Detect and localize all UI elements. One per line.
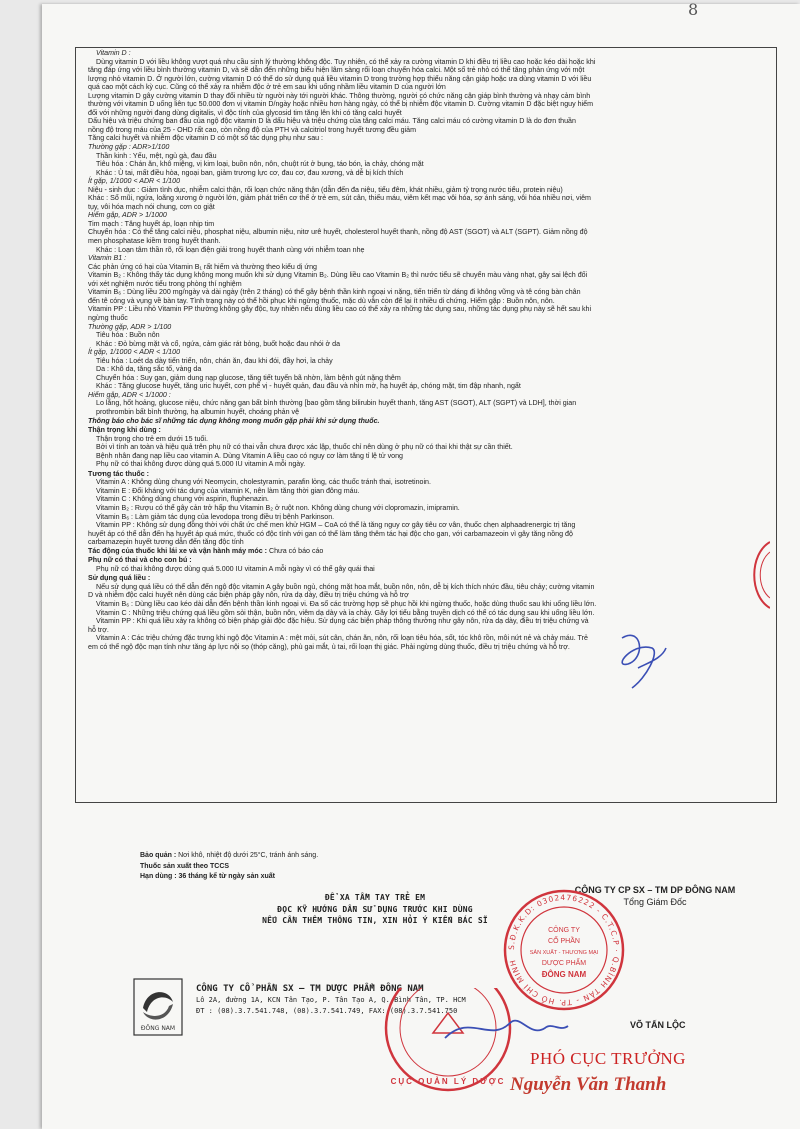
text-line: prothrombin bất bình thường, hạ albumin huyết, choáng phản vệ bbox=[96, 407, 300, 416]
text-line: Thần kinh : Yếu, mệt, ngủ gà, đau đầu bbox=[96, 151, 217, 160]
driving-effects-line bbox=[88, 547, 768, 556]
section-heading-interactions: Tương tác thuốc : bbox=[88, 469, 150, 478]
frequency-heading: Ít gặp, 1/1000 < ADR < 1/100 bbox=[88, 348, 181, 357]
section-heading-driving: Tác động của thuốc khi lái xe và vận hành máy móc : bbox=[88, 546, 267, 555]
text-line: Vitamin PP : Không sử dụng đồng thời với chất ức chế men khử HGM – CoA có thể là tăng nguy cơ gây tiêu cơ vân, thuốc chẹn alphaadrenergic trị tăng bbox=[96, 521, 576, 530]
text-line: Vitamin E : Đối kháng với tác dụng của vitamin K, nên làm tăng thời gian đông máu. bbox=[96, 486, 360, 495]
company-logo bbox=[133, 978, 183, 1036]
text-line: đến tê cóng và vụng về bàn tay. Tình trạng này có thể hồi phục khi ngừng thuốc, mặc dù vẫn còn để lại ít nhiều di chứng. Hiếm gặp : Buồn nôn, nôn. bbox=[88, 296, 555, 305]
frequency-heading: Ít gặp, 1/1000 < ADR < 1/100 bbox=[88, 177, 181, 186]
expiry-value: 36 tháng kể từ ngày sản xuất bbox=[176, 873, 275, 881]
text-line: Khác : Loạn tâm thần rõ, rối loạn điện giải trong huyết thanh cùng với nhiễm toan nhẹ bbox=[96, 245, 365, 254]
seal-line: CỔ PHẦN bbox=[548, 938, 580, 945]
signatory-company: CÔNG TY CP SX – TM DP ĐÔNG NAM bbox=[574, 885, 736, 895]
section-heading-pregnancy: Phụ nữ có thai và cho con bú : bbox=[88, 556, 192, 565]
text-line: Khác : Đỏ bừng mặt và cổ, ngứa, cảm giác rát bỏng, buốt hoặc đau nhói ở da bbox=[96, 339, 341, 348]
storage-line bbox=[140, 851, 390, 862]
text-line: Tăng calci huyết và nhiễm độc vitamin D có một số tác dụng phụ như sau : bbox=[88, 134, 324, 143]
text-line: Vitamin B₆ : Làm giảm tác dụng của levodopa trong điều trị bệnh Parkinson. bbox=[96, 512, 335, 521]
text-line: Vitamin C : Những triệu chứng quá liều gồm sỏi thận, buồn nôn, viêm dạ dày và ỉa chảy. Gây lợi tiểu bằng truyền dịch có thể có tác dụng sau khi uống liều lớn. bbox=[96, 608, 595, 617]
text-line: Dấu hiệu và triệu chứng ban đầu của ngộ độc vitamin D là dấu hiệu và triệu chứng của tăng calci máu. Tăng calci máu có cường vitamin D là do đơn thuần bbox=[88, 117, 576, 126]
text-line: Vitamin B₂ : Rượu có thể gây cản trở hấp thu Vitamin B₂ ở ruột non. Không dùng chung với clopromazin, imipramin. bbox=[96, 503, 460, 512]
edge-seal-fragment bbox=[745, 540, 770, 610]
text-line: Phụ nữ có thai không được dùng quá 5.000 IU vitamin A mỗi ngày vì có thể gây quái thai bbox=[96, 564, 375, 573]
text-line: nồng độ trong máu của 25 - OHD rất cao, còn nồng độ của PTH và calcitriol trong huyết tương đều giảm bbox=[88, 125, 417, 134]
company-seal bbox=[502, 888, 626, 1012]
seal-ring-text: S.Đ.K.K.D: 0302476222 - C.T.C.P · Q.BÌNH TÂN - TP. HỒ CHÍ MINH bbox=[506, 892, 622, 1008]
text-line: với xét nghiệm nước tiểu trong phòng thí nghiệm bbox=[88, 279, 242, 288]
text-line: Bởi vì tính an toàn và hiệu quả trên phụ nữ có thai vẫn chưa được xác lập, thuốc chỉ nên dùng ở phụ nữ có thai khi thật sự cần thiết. bbox=[96, 443, 513, 452]
text-line: lượng nhỏ vitamin D. Ở người lớn, cường vitamin D có thể do sử dụng quá liều vitamin D trong trường hợp thiểu năng cận giáp hoặc ưa dùng vitamin D với liều bbox=[88, 74, 592, 83]
section-heading-overdose: Sử dụng quá liều : bbox=[88, 574, 151, 583]
seal-line: ĐÔNG NAM bbox=[541, 970, 587, 979]
text-line: đối với những người đang dùng digitalis, vì độc tính của glycosid tim tăng lên khi có tăng calci huyết bbox=[88, 108, 402, 117]
section-heading-precautions: Thận trọng khi dùng : bbox=[88, 426, 161, 435]
text-line: Chuyển hóa : Suy gan, giảm dung nạp glucose, tăng tiết tuyến bã nhờn, làm bệnh gút nặng thêm bbox=[96, 373, 401, 382]
logo-text: ĐÔNG NAM bbox=[140, 1025, 176, 1032]
margin-signature bbox=[602, 618, 672, 698]
frequency-heading: Thường gặp : ADR>1/100 bbox=[88, 143, 170, 152]
text-line: thường với vitamin D uống liên tục 50.000 đơn vị vitamin D/ngày hoặc nhiều hơn hàng ngày, có thể bị nhiễm độc vitamin D. Cường vitamin D đặc biệt nguy hiểm bbox=[88, 100, 594, 109]
leaflet-body bbox=[88, 49, 768, 651]
standard-label: Thuốc sản xuất theo TCCS bbox=[140, 862, 230, 870]
warning-block bbox=[215, 892, 535, 927]
text-line: Vitamin PP : Khi quá liều xảy ra không có biện pháp giải độc đặc hiệu. Sử dụng các biện pháp thông thường như gây nôn, rửa dạ dày, điều trị triệu chứng và bbox=[96, 617, 589, 626]
text-line: Vitamin A : Các triệu chứng đặc trưng khi ngộ độc Vitamin A : mệt mỏi, sút cân, chán ăn, nôn, rối loạn tiêu hóa, sốt, tóc khô rồn, môi nứt nẻ và chảy máu. Trẻ bbox=[96, 634, 588, 643]
text-line: Bệnh nhân đang nạp liều cao vitamin A. Dùng Vitamin A liều cao có nguy cơ làm tăng tỉ lệ tử vong bbox=[96, 451, 404, 460]
text-line: Phụ nữ có thai không được dùng quá 5.000 IU vitamin A mỗi ngày. bbox=[96, 460, 306, 469]
frequency-heading: Thường gặp, ADR > 1/100 bbox=[88, 322, 172, 331]
warning-ask-doctor: NẾU CẦN THÊM THÔNG TIN, XIN HỎI Ý KIẾN BÁC SĨ bbox=[262, 916, 488, 925]
text-line: men phosphatase kiềm trong huyết thanh. bbox=[88, 237, 221, 246]
text-line: Lo lắng, hốt hoảng, glucose niệu, chức năng gan bất bình thường [bao gồm tăng bilirubin huyết thanh, tăng AST (SGOT), ALT (SGPT) và LDH], thời gian bbox=[96, 399, 577, 408]
text-line: Thận trọng cho trẻ em dưới 15 tuổi. bbox=[96, 434, 208, 443]
text-line: quá cao một cách kỳ cục. Cũng có thể xảy ra nhiễm độc ở trẻ em sau khi uống nhầm liều vitamin D của người lớn bbox=[88, 83, 446, 92]
approval-title: PHÓ CỤC TRƯỞNG bbox=[530, 1049, 686, 1068]
director-signature bbox=[440, 1008, 570, 1048]
text-line: huyết áp có thể dẫn đến hạ huyết áp quá mức, thuốc có độc tính với gan có thể làm tăng thêm tác hại độc cho gan, với carbamazeoin vì gây tăng nồng độ bbox=[88, 529, 573, 538]
text-line: Khác : Tăng glucose huyết, tăng uric huyết, cơn phế vị - huyết quản, đau đầu và nhìn mờ, hạ huyết áp, chóng mặt, tim đập nhanh, ngất bbox=[96, 382, 521, 391]
seal-line: DƯỢC PHẨM bbox=[541, 960, 587, 967]
text-line: em có thể ngộ độc mạn tính như tăng áp lực nội sọ (thóp căng), phù gai mắt, ù tai, rối loạn thị giác. Phải ngừng dùng thuốc, điều trị triệu chứng và hỗ trợ. bbox=[88, 642, 570, 651]
text-line: Tim mạch : Tăng huyết áp, loạn nhịp tim bbox=[88, 219, 215, 228]
text-line: Khác : Sổ mũi, ngứa, loãng xương ở người lớn, giảm phát triển cơ thể ở trẻ em, sút cân, thiếu máu, viêm kết mạc vôi hóa, sợ ánh sáng, vôi hóa nhiều nơi, viêm bbox=[88, 194, 591, 203]
signatory-name: VÕ TẤN LỘC bbox=[630, 1020, 686, 1030]
company-phone: ĐT : (08).3.7.541.748, (08).3.7.541.749, FAX: (08).3.7.541.750 bbox=[196, 1007, 458, 1015]
seal-line: SẢN XUẤT - THƯƠNG MẠI bbox=[529, 950, 599, 956]
text-line: Nếu sử dụng quá liều có thể dẫn đến ngộ độc vitamin A gây buồn ngủ, chóng mặt hoa mắt, buồn nôn, nôn, dễ bị kích thích nhức đầu, tiêu chảy; cường vitamin bbox=[96, 582, 595, 591]
text-line: tụy, vôi hóa mạch nói chung, cơn co giật bbox=[88, 202, 215, 211]
approval-seal-text: CỤC QUẢN LÝ DƯỢC bbox=[390, 1077, 506, 1086]
signatory-title: Tổng Giám Đốc bbox=[623, 897, 687, 907]
frequency-heading: Hiếm gặp, ADR < 1/1000 : bbox=[88, 390, 171, 399]
text-line: hỗ trợ. bbox=[88, 625, 109, 634]
text-line: Chuyển hóa : Có thể tăng calci niệu, phosphat niệu, albumin niệu, nitơ urê huyết, cholesterol huyết thanh, nồng độ AST (SGOT) và ALT (SGPT). Giảm nồng độ bbox=[88, 228, 588, 237]
text-line: Tiêu hóa : Chán ăn, khô miệng, vị kim loại, buồn nôn, nôn, chuột rút ở bụng, táo bón, ỉa chảy, chóng mặt bbox=[96, 160, 424, 169]
expiry-line bbox=[140, 872, 390, 883]
text-line: Vitamin B₆ : Dùng liều 200 mg/ngày và dài ngày (trên 2 tháng) có thể gây bệnh thần kinh ngoại vi nặng, tiến triển từ dáng đi không vững và tê cóng bàn chân bbox=[88, 288, 581, 297]
text-line: Vitamin C : Không dùng chung với aspirin, fluphenazin. bbox=[96, 495, 269, 504]
text-line: Tiêu hóa : Loét dạ dày tiến triển, nôn, chán ăn, đau khi đói, đầy hơi, ỉa chảy bbox=[96, 356, 333, 365]
seal-line: CÔNG TY bbox=[548, 927, 580, 934]
text-line: Khác : Ù tai, mất điều hòa, ngoại ban, giảm trương lực cơ, đau cơ, đau xương, và dễ bị kích thích bbox=[96, 168, 404, 177]
storage-value: Nơi khô, nhiệt độ dưới 25°C, tránh ánh sáng. bbox=[176, 852, 319, 859]
storage-label: Bảo quản : bbox=[140, 852, 177, 859]
approval-name: Nguyễn Văn Thanh bbox=[510, 1074, 667, 1095]
frequency-heading: Hiếm gặp, ADR > 1/1000 bbox=[88, 211, 167, 220]
text-line: Vitamin PP : Liều nhỏ Vitamin PP thường không gây độc, tuy nhiên nếu dùng liều cao có thể xảy ra những tác dụng sau, những tác dụng phụ này sẽ hết sau khi bbox=[88, 305, 592, 314]
text-line: Dùng vitamin D với liều không vượt quá nhu cầu sinh lý thường không độc. Tuy nhiên, có thể xảy ra cường vitamin D khi điều trị liều cao hoặc kéo dài hoặc khi bbox=[96, 57, 596, 66]
text-line: D và nhiễm độc calci huyết nên dùng các biện pháp gây nôn, rửa dạ dày, điều trị triệu chứng và hỗ trợ bbox=[88, 591, 409, 600]
corner-mark: 8 bbox=[688, 0, 699, 19]
storage-block bbox=[140, 851, 390, 883]
warning-children: ĐỂ XA TẦM TAY TRẺ EM bbox=[324, 893, 426, 902]
text-line: carbamazepin huyết tương dẫn đến tăng độc tính bbox=[88, 538, 244, 547]
company-address: Lô 2A, đường 1A, KCN Tân Tạo, P. Tân Tạo A, Q. Bình Tân, TP. HCM bbox=[196, 996, 466, 1004]
section-heading-vitamin-d: Vitamin D : bbox=[96, 49, 131, 57]
text-line: Vitamin B₆ : Dùng liều cao kéo dài dẫn đến bệnh thần kinh ngoại vi. Đa số các trường hợp sẽ phục hồi khi ngừng thuốc, hoặc dùng thuốc sau khi uống liều lớn. bbox=[96, 600, 597, 608]
company-name: CÔNG TY CỔ PHẦN SX – TM DƯỢC PHẨM ĐÔNG NAM bbox=[196, 984, 424, 994]
text-line: ngừng thuốc bbox=[88, 313, 128, 322]
text-line: Vitamin A : Không dùng chung với Neomycin, cholestyramin, parafin lỏng, các thuốc tránh thai, isotretinoin. bbox=[96, 478, 431, 487]
driving-effects-value: Chưa có báo cáo bbox=[266, 546, 324, 555]
text-line: Da : Khô da, tăng sắc tố, vàng da bbox=[96, 365, 202, 374]
text-line: tăng đáp ứng với liều bình thường vitamin D, và sẽ dẫn đến những biểu hiện lâm sàng rối loạn chuyển hóa calci. Một số trẻ nhỏ có thể tăng phản ứng với một bbox=[88, 66, 585, 75]
warning-read-instructions: ĐỌC KỸ HƯỚNG DẪN SỬ DỤNG TRƯỚC KHI DÙNG bbox=[277, 904, 473, 914]
adverse-effect-notice: Thông báo cho bác sĩ những tác dụng không mong muốn gặp phải khi sử dụng thuốc. bbox=[88, 416, 380, 425]
text-line: Vitamin B₂ : Không thấy tác dụng không mong muốn khi sử dụng Vitamin B₂. Dùng liều cao Vitamin B₂ thì nước tiểu sẽ chuyển màu vàng nhạt, gây sai lệch đối bbox=[88, 271, 588, 280]
text-line: Tiêu hóa : Buồn nôn bbox=[96, 331, 160, 340]
text-line: Các phản ứng có hại của Vitamin B₁ rất hiếm và thường theo kiểu dị ứng bbox=[88, 262, 317, 271]
text-line: Niệu - sinh dục : Giảm tình dục, nhiễm calci thận, rối loạn chức năng thận (dẫn đến đa niệu, tiểu đêm, khát nhiều, giảm tỷ trọng nước tiểu, protein niệu) bbox=[88, 185, 563, 194]
expiry-label: Hạn dùng : bbox=[140, 873, 177, 881]
section-heading-vitamin-b1: Vitamin B1 : bbox=[88, 254, 127, 263]
text-line: Lượng vitamin D gây cường vitamin D thay đổi nhiều từ người này tới người khác. Thông thường, người có chức năng cận giáp bình thường và nhạy cảm bình bbox=[88, 91, 591, 100]
